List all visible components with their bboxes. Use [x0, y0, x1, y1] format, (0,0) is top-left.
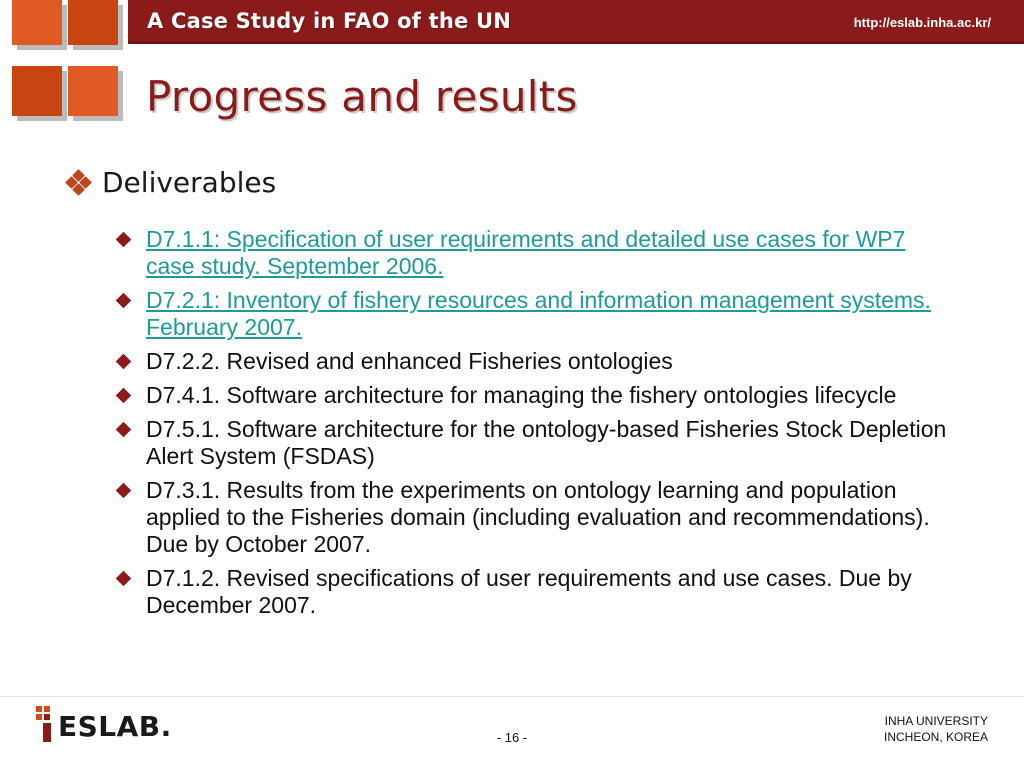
- diamond-bullet-icon: [116, 483, 132, 499]
- footer-divider: [0, 696, 1024, 697]
- diamond-bullet-icon: [116, 354, 132, 370]
- decorative-square-bottom-left: [12, 66, 62, 116]
- deliverable-text: D7.4.1. Software architecture for managing the fishery ontologies lifecycle: [146, 382, 897, 408]
- section-heading: [66, 166, 276, 199]
- affiliation-line-2: INCHEON, KOREA: [883, 730, 988, 744]
- logo-text: ESLAB.: [58, 710, 172, 743]
- diamond-bullet-icon: [116, 388, 132, 404]
- diamond-bullet-icon: [116, 232, 132, 248]
- deliverable-link[interactable]: D7.2.1: Inventory of fishery resources and information management systems. February 2007.: [146, 287, 931, 340]
- diamond-bullet-icon: [116, 293, 132, 309]
- deliverable-text: D7.5.1. Software architecture for the ontology-based Fisheries Stock Depletion Alert System (FSDAS): [146, 416, 947, 469]
- page-number: - 16 -: [496, 730, 528, 745]
- list-item: [114, 287, 954, 341]
- deliverable-text: D7.2.2. Revised and enhanced Fisheries ontologies: [146, 348, 673, 374]
- list-item: [114, 348, 954, 375]
- section-label: Deliverables: [102, 166, 277, 199]
- list-item: [114, 477, 954, 558]
- page-title: Progress and results: [146, 72, 578, 121]
- deliverable-text: D7.1.2. Revised specifications of user requirements and use cases. Due by December 2007.: [146, 565, 912, 618]
- deliverables-list: [114, 226, 954, 626]
- affiliation-line-1: INHA UNIVERSITY: [884, 714, 988, 728]
- decorative-square-bottom-right: [68, 66, 118, 116]
- list-item: [114, 565, 954, 619]
- header-title: A Case Study in FAO of the UN: [147, 9, 511, 33]
- decorative-square-top-left: [12, 0, 62, 45]
- footer-affiliation: [884, 713, 988, 745]
- deliverable-link[interactable]: D7.1.1: Specification of user requirements and detailed use cases for WP7 case study. September 2006.: [146, 226, 906, 279]
- deliverable-text: D7.3.1. Results from the experiments on ontology learning and population applied to the Fisheries domain (including evaluation and recommendations). Due by October 2007.: [146, 477, 930, 557]
- list-item: [114, 226, 954, 280]
- fleuron-bullet-icon: [66, 170, 92, 196]
- list-item: [114, 382, 954, 409]
- list-item: [114, 416, 954, 470]
- diamond-bullet-icon: [116, 571, 132, 587]
- decorative-square-top-right: [68, 0, 118, 45]
- header-url: http://eslab.inha.ac.kr/: [853, 15, 991, 30]
- diamond-bullet-icon: [116, 422, 132, 438]
